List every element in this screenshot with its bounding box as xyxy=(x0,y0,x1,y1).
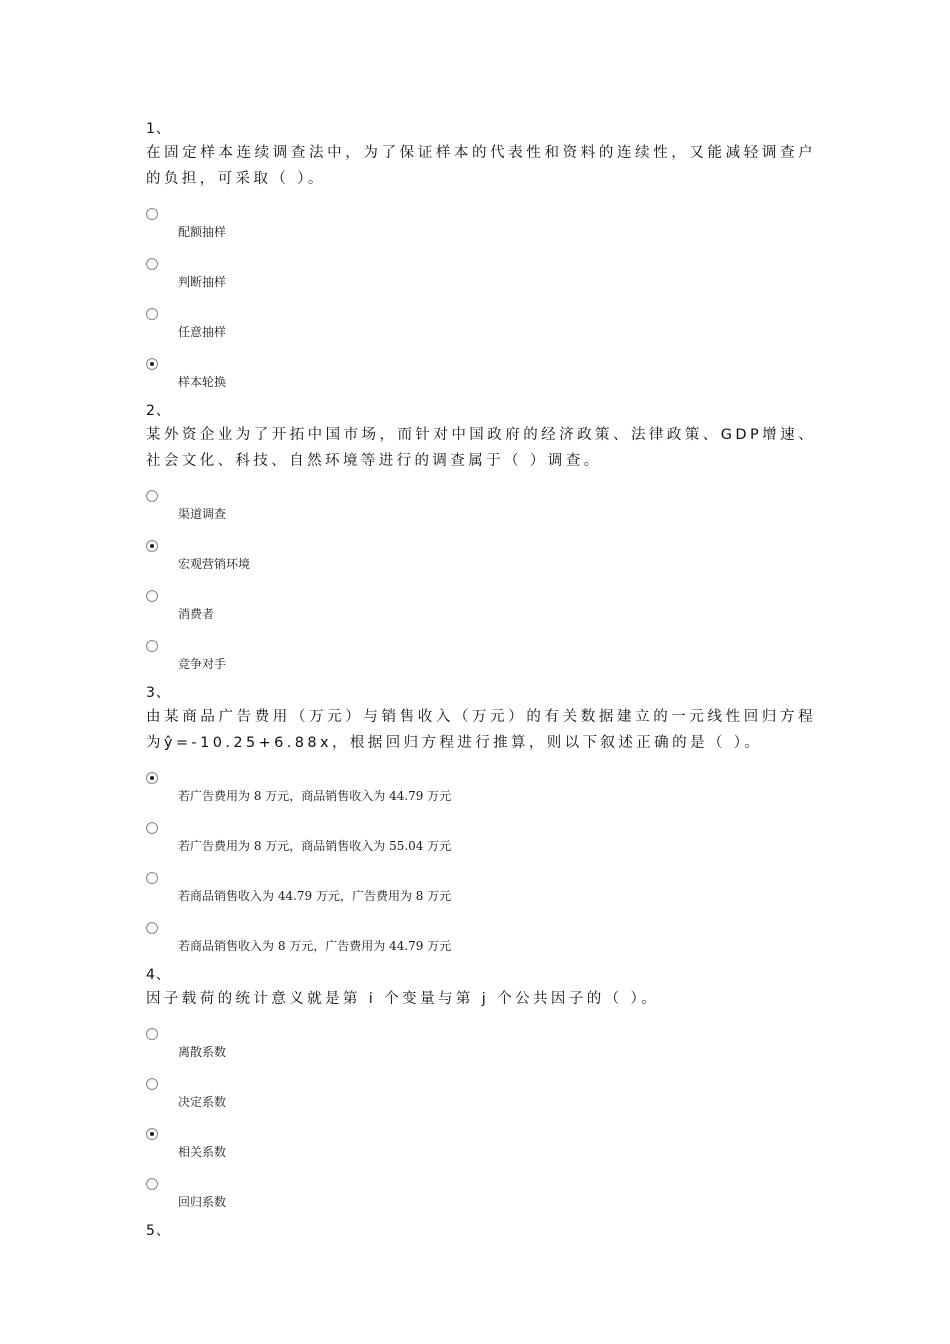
option-label: 判断抽样 xyxy=(178,275,227,289)
question-text: 某外资企业为了开拓中国市场，而针对中国政府的经济政策、法律政策、GDP增速、社会文化、科技、自然环境等进行的调查属于（ ）调查。 xyxy=(146,427,816,469)
question-5 xyxy=(146,1220,816,1242)
option-1-b[interactable] xyxy=(146,250,816,300)
option-2-c[interactable] xyxy=(146,582,816,632)
radio-button[interactable] xyxy=(146,308,158,320)
option-1-d[interactable] xyxy=(146,350,816,400)
option-label: 离散系数 xyxy=(178,1045,227,1059)
question-number: 2、 xyxy=(146,403,171,419)
radio-button[interactable] xyxy=(146,872,158,884)
option-label: 竞争对手 xyxy=(178,657,227,671)
option-label: 若广告费用为 8 万元，商品销售收入为 44.79 万元 xyxy=(178,789,452,803)
option-2-b[interactable] xyxy=(146,532,816,582)
radio-button[interactable] xyxy=(146,1078,158,1090)
question-number: 5、 xyxy=(146,1223,171,1239)
option-4-d[interactable] xyxy=(146,1170,816,1220)
option-label: 样本轮换 xyxy=(178,375,227,389)
option-3-d[interactable] xyxy=(146,914,816,964)
option-3-c[interactable] xyxy=(146,864,816,914)
question-number: 3、 xyxy=(146,685,171,701)
radio-button[interactable] xyxy=(146,640,158,652)
option-label: 回归系数 xyxy=(178,1195,227,1209)
option-label: 相关系数 xyxy=(178,1145,227,1159)
question-number: 4、 xyxy=(146,967,171,983)
question-4 xyxy=(146,964,816,1220)
question-2 xyxy=(146,400,816,682)
option-label: 决定系数 xyxy=(178,1095,227,1109)
radio-button[interactable] xyxy=(146,1028,158,1040)
radio-button[interactable] xyxy=(146,258,158,270)
option-label: 宏观营销环境 xyxy=(178,557,251,571)
radio-button[interactable] xyxy=(146,490,158,502)
radio-button[interactable] xyxy=(146,1178,158,1190)
question-text: 因子载荷的统计意义就是第 i 个变量与第 j 个公共因子的（ ）。 xyxy=(146,991,660,1007)
option-1-a[interactable] xyxy=(146,200,816,250)
question-text: 在固定样本连续调查法中，为了保证样本的代表性和资料的连续性，又能减轻调查户的负担，可采取（ ）。 xyxy=(146,145,816,187)
radio-button[interactable] xyxy=(146,772,158,784)
radio-button[interactable] xyxy=(146,208,158,220)
question-1 xyxy=(146,118,816,400)
option-label: 若广告费用为 8 万元，商品销售收入为 55.04 万元 xyxy=(178,839,452,853)
option-label: 渠道调查 xyxy=(178,507,227,521)
radio-button[interactable] xyxy=(146,1128,158,1140)
option-label: 任意抽样 xyxy=(178,325,227,339)
option-label: 若商品销售收入为 8 万元，广告费用为 44.79 万元 xyxy=(178,939,452,953)
option-4-a[interactable] xyxy=(146,1020,816,1070)
radio-button[interactable] xyxy=(146,540,158,552)
option-2-d[interactable] xyxy=(146,632,816,682)
question-text: 由某商品广告费用（万元）与销售收入（万元）的有关数据建立的一元线性回归方程为ŷ=-10.25+6.88x，根据回归方程进行推算，则以下叙述正确的是（ ）。 xyxy=(146,709,816,751)
option-2-a[interactable] xyxy=(146,482,816,532)
radio-button[interactable] xyxy=(146,922,158,934)
radio-button[interactable] xyxy=(146,358,158,370)
option-label: 消费者 xyxy=(178,607,215,621)
quiz-content xyxy=(146,118,816,1242)
option-4-b[interactable] xyxy=(146,1070,816,1120)
option-4-c[interactable] xyxy=(146,1120,816,1170)
option-label: 配额抽样 xyxy=(178,225,227,239)
option-3-b[interactable] xyxy=(146,814,816,864)
radio-button[interactable] xyxy=(146,590,158,602)
radio-button[interactable] xyxy=(146,822,158,834)
option-label: 若商品销售收入为 44.79 万元，广告费用为 8 万元 xyxy=(178,889,452,903)
option-1-c[interactable] xyxy=(146,300,816,350)
question-3 xyxy=(146,682,816,964)
option-3-a[interactable] xyxy=(146,764,816,814)
question-number: 1、 xyxy=(146,121,171,137)
